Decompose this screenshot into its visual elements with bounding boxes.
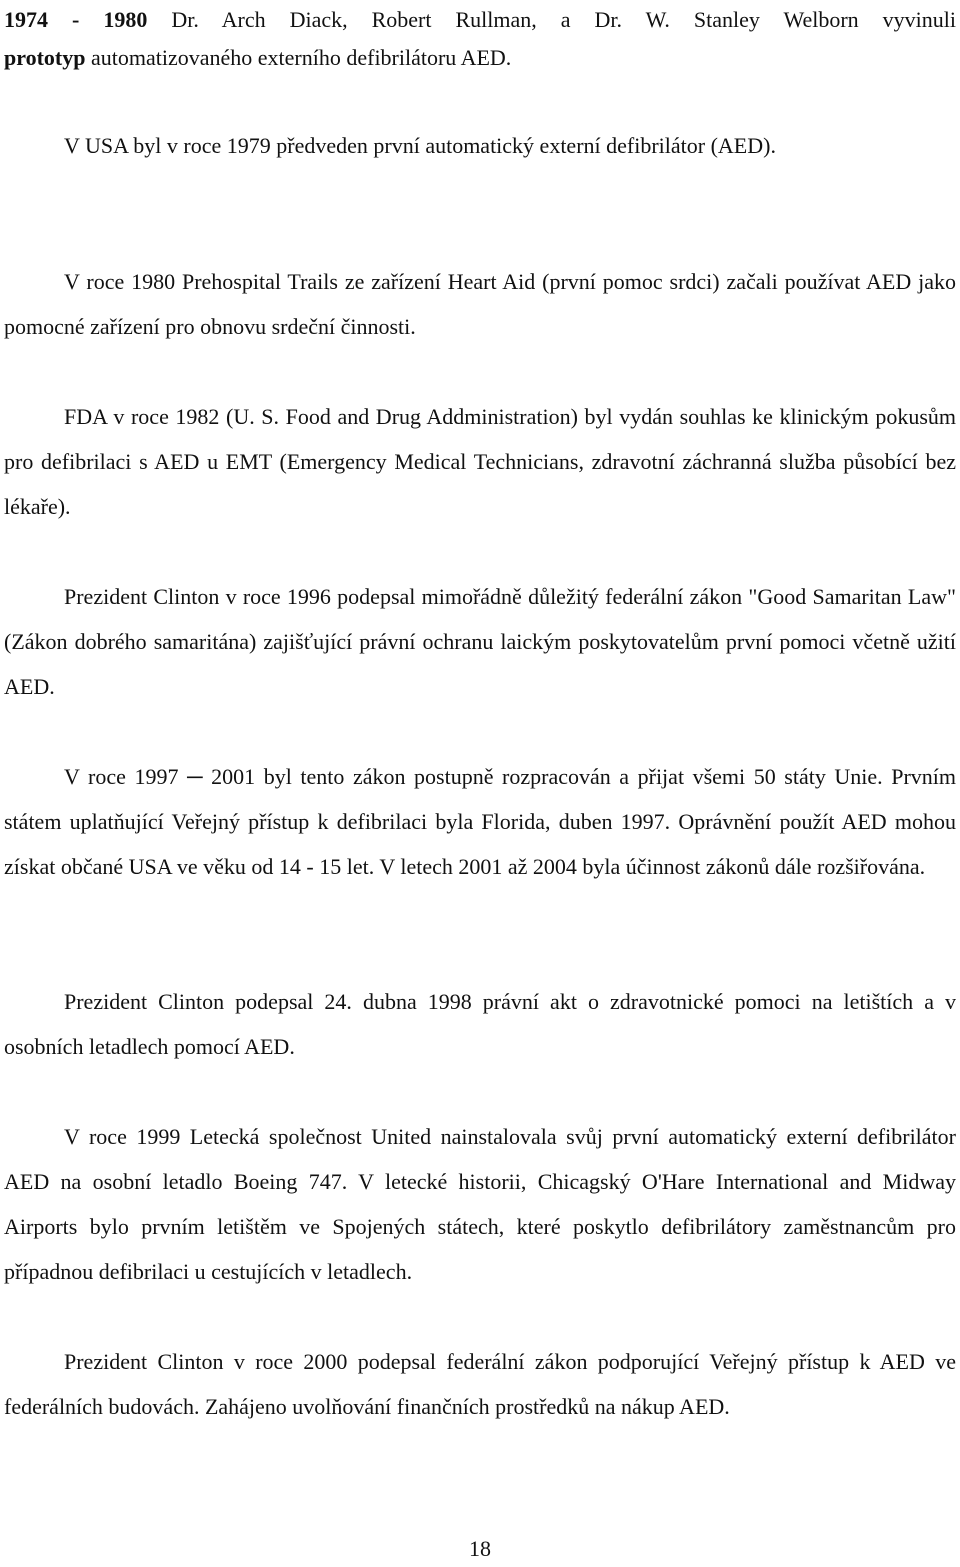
paragraph-5: Prezident Clinton v roce 1996 podepsal mimořádně důležitý federální zákon "Good Samaritan Law" (Zákon dobrého samaritána) zajišťující právní ochranu laickým poskytovatelům první pomoci včetně užití AED.: [4, 584, 956, 699]
paragraph-2: V USA byl v roce 1979 předveden první automatický externí defibrilátor (AED).: [64, 133, 776, 158]
paragraph-1-text-line2: automatizovaného externího defibrilátoru AED.: [85, 45, 512, 70]
paragraph-7: Prezident Clinton podepsal 24. dubna 1998 právní akt o zdravotnické pomoci na letištích a v osobních letadlech pomocí AED.: [4, 989, 956, 1059]
year-range: 1974 - 1980: [4, 7, 148, 32]
page-number: 18: [469, 1536, 491, 1561]
paragraph-6: V roce 1997 ─ 2001 byl tento zákon postupně rozpracován a přijat všemi 50 státy Unie. Prvním státem uplatňující Veřejný přístup k defibrilaci byla Florida, duben 1997. Oprávnění použít AED mohou získat občané USA ve věku od 14 - 15 let. V letech 2001 až 2004 byla účinnost zákonů dále rozšiřována.: [4, 764, 956, 879]
paragraph-1-line2: [4, 35, 956, 80]
paragraph-8: V roce 1999 Letecká společnost United nainstalovala svůj první automatický externí defibrilátor AED na osobní letadlo Boeing 747. V letecké historii, Chicagský O'Hare International and Midway Airports bylo prvním letištěm ve Spojených státech, které poskytlo defibrilátory zaměstnancům pro případnou defibrilaci u cestujících v letadlech.: [4, 1124, 956, 1284]
paragraph-4: FDA v roce 1982 (U. S. Food and Drug Addministration) byl vydán souhlas ke klinickým pokusům pro defibrilaci s AED u EMT (Emergency Medical Technicians, zdravotní záchranná služba působící bez lékaře).: [4, 404, 956, 519]
paragraph-9: Prezident Clinton v roce 2000 podepsal federální zákon podporující Veřejný přístup k AED ve federálních budovách. Zahájeno uvolňování finančních prostředků na nákup AED.: [4, 1349, 956, 1419]
paragraph-3: V roce 1980 Prehospital Trails ze zařízení Heart Aid (první pomoc srdci) začali používat AED jako pomocné zařízení pro obnovu srdeční činnosti.: [4, 269, 956, 339]
paragraph-1-text-line1: Dr. Arch Diack, Robert Rullman, a Dr. W. Stanley Welborn vyvinuli: [147, 7, 956, 32]
prototype-word: prototyp: [4, 45, 86, 70]
